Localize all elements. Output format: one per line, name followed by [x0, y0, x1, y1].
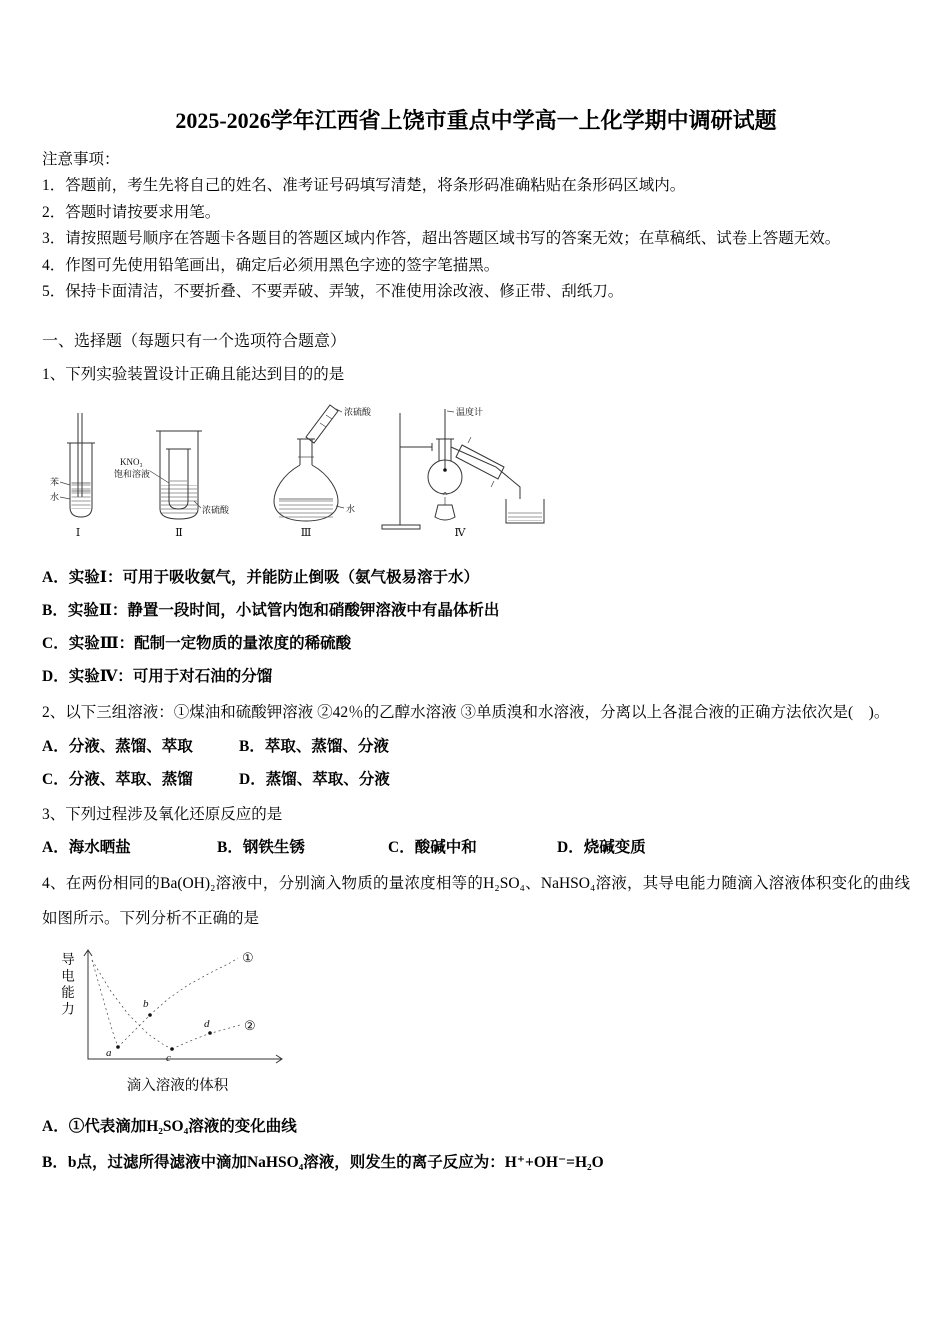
q2-option-a: A．分液、蒸馏、萃取 — [42, 737, 193, 755]
apparatus-iii — [274, 405, 372, 539]
point-a-label: a — [106, 1046, 112, 1059]
note-item-2: 2．答题时请按要求用笔。 — [42, 203, 221, 221]
curve-1-label: ① — [242, 949, 254, 965]
q2-options-row-2 — [42, 763, 910, 796]
apparatus-ii — [114, 431, 230, 539]
notes-section — [42, 147, 910, 306]
apparatus-iv — [382, 406, 544, 539]
caption-i: Ⅰ — [75, 526, 81, 539]
q3-option-d: D．烧碱变质 — [557, 838, 646, 856]
caption-iv: Ⅳ — [454, 526, 466, 539]
notes-header: 注意事项： — [42, 151, 120, 168]
chart-x-axis-label: 滴入溶液的体积 — [126, 1077, 229, 1094]
point-b-marker — [148, 1013, 152, 1017]
q1-option-c: C．实验Ⅲ：配制一定物质的量浓度的稀硫酸 — [42, 634, 352, 652]
caption-ii: Ⅱ — [175, 526, 183, 539]
point-d-label: d — [204, 1017, 210, 1030]
apparatus-figure — [48, 399, 563, 547]
kno3-label-line1: KNO₃ — [120, 456, 143, 467]
note-item-3: 3．请按照题号顺序在答题卡各题目的答题区域内作答，超出答题区域书写的答案无效；在草稿纸、试卷上答题无效。 — [42, 230, 841, 247]
q1-options — [42, 561, 910, 693]
caption-iii: Ⅲ — [300, 526, 312, 539]
q2-option-d: D．蒸馏、萃取、分液 — [239, 770, 390, 788]
note-item-4: 4．作图可先使用铅笔画出，确定后必须用黑色字迹的签字笔描黑。 — [42, 256, 500, 274]
q2-option-b: B．萃取、蒸馏、分液 — [239, 737, 389, 755]
curve-2-label: ② — [244, 1017, 256, 1033]
point-b-label: b — [143, 997, 149, 1010]
q2-option-c: C．分液、萃取、蒸馏 — [42, 770, 193, 788]
q3-option-a: A．海水晒盐 — [42, 838, 131, 856]
q2-options-row-1 — [42, 730, 910, 763]
page-title: 2025-2026学年江西省上饶市重点中学高一上化学期中调研试题 — [175, 108, 777, 133]
q1-option-b: B．实验Ⅱ：静置一段时间，小试管内饱和硝酸钾溶液中有晶体析出 — [42, 601, 500, 619]
point-c-marker — [170, 1047, 174, 1051]
q4-option-b: B．b点，过滤所得滤液中滴加NaHSO₄溶液，则发生的离子反应为：H⁺+OH⁻=H₂O — [42, 1153, 604, 1171]
benzene-label: 苯 — [50, 476, 60, 487]
q4-stem: 4、在两份相同的Ba(OH)₂溶液中，分别滴入物质的量浓度相等的H₂SO₄、NaHSO₄溶液，其导电能力随滴入溶液体积变化的曲线如图所示。下列分析不正确的是 — [42, 874, 910, 927]
question-1 — [42, 358, 910, 693]
chart-y-axis-label: 导电能力 — [59, 951, 74, 1018]
q1-stem: 1、下列实验装置设计正确且能达到目的的是 — [42, 365, 345, 383]
conductivity-chart — [42, 944, 342, 1095]
chart-axes — [88, 950, 282, 1059]
section-1-header: 一、选择题（每题只有一个选项符合题意） — [42, 332, 347, 350]
water-label-i: 水 — [50, 491, 60, 502]
q4-options — [42, 1109, 910, 1181]
point-d-marker — [208, 1031, 212, 1035]
curve-2-descending — [92, 960, 172, 1049]
point-a-marker — [116, 1045, 120, 1049]
water-label-iii: 水 — [346, 503, 356, 514]
conc-acid-label-ii: 浓硫酸 — [202, 504, 230, 515]
curve-1-descending — [92, 960, 118, 1047]
kno3-label-line2: 饱和溶液 — [114, 468, 151, 479]
q4-option-a: A．①代表滴加H₂SO₄溶液的变化曲线 — [42, 1117, 297, 1135]
apparatus-i — [50, 413, 95, 539]
conc-acid-label-iii: 浓硫酸 — [344, 406, 372, 417]
point-c-label: c — [166, 1051, 171, 1064]
note-item-5: 5．保持卡面清洁，不要折叠、不要弄破、弄皱，不准使用涂改液、修正带、刮纸刀。 — [42, 283, 624, 300]
q3-stem: 3、下列过程涉及氧化还原反应的是 — [42, 805, 283, 823]
question-2 — [42, 695, 910, 796]
thermometer-label: 温度计 — [456, 406, 484, 417]
question-3 — [42, 798, 910, 864]
exam-content — [42, 104, 910, 1181]
q1-option-a: A．实验Ⅰ：可用于吸收氨气，并能防止倒吸（氨气极易溶于水） — [42, 568, 479, 586]
conductivity-chart-plot — [60, 944, 295, 1072]
q3-option-c: C．酸碱中和 — [388, 838, 477, 856]
curve-1-rising — [118, 958, 238, 1047]
q2-stem: 2、以下三组溶液：①煤油和硫酸钾溶液 ②42％的乙醇水溶液 ③单质溴和水溶液，分离以上各混合液的正确方法依次是( )。 — [42, 703, 890, 721]
q3-option-b: B．钢铁生锈 — [217, 838, 305, 856]
question-4 — [42, 866, 910, 1181]
note-item-1: 1．答题前，考生先将自己的姓名、准考证号码填写清楚，将条形码准确粘贴在条形码区域内。 — [42, 177, 686, 194]
q3-options — [42, 831, 910, 864]
q1-option-d: D．实验Ⅳ：可用于对石油的分馏 — [42, 667, 273, 685]
